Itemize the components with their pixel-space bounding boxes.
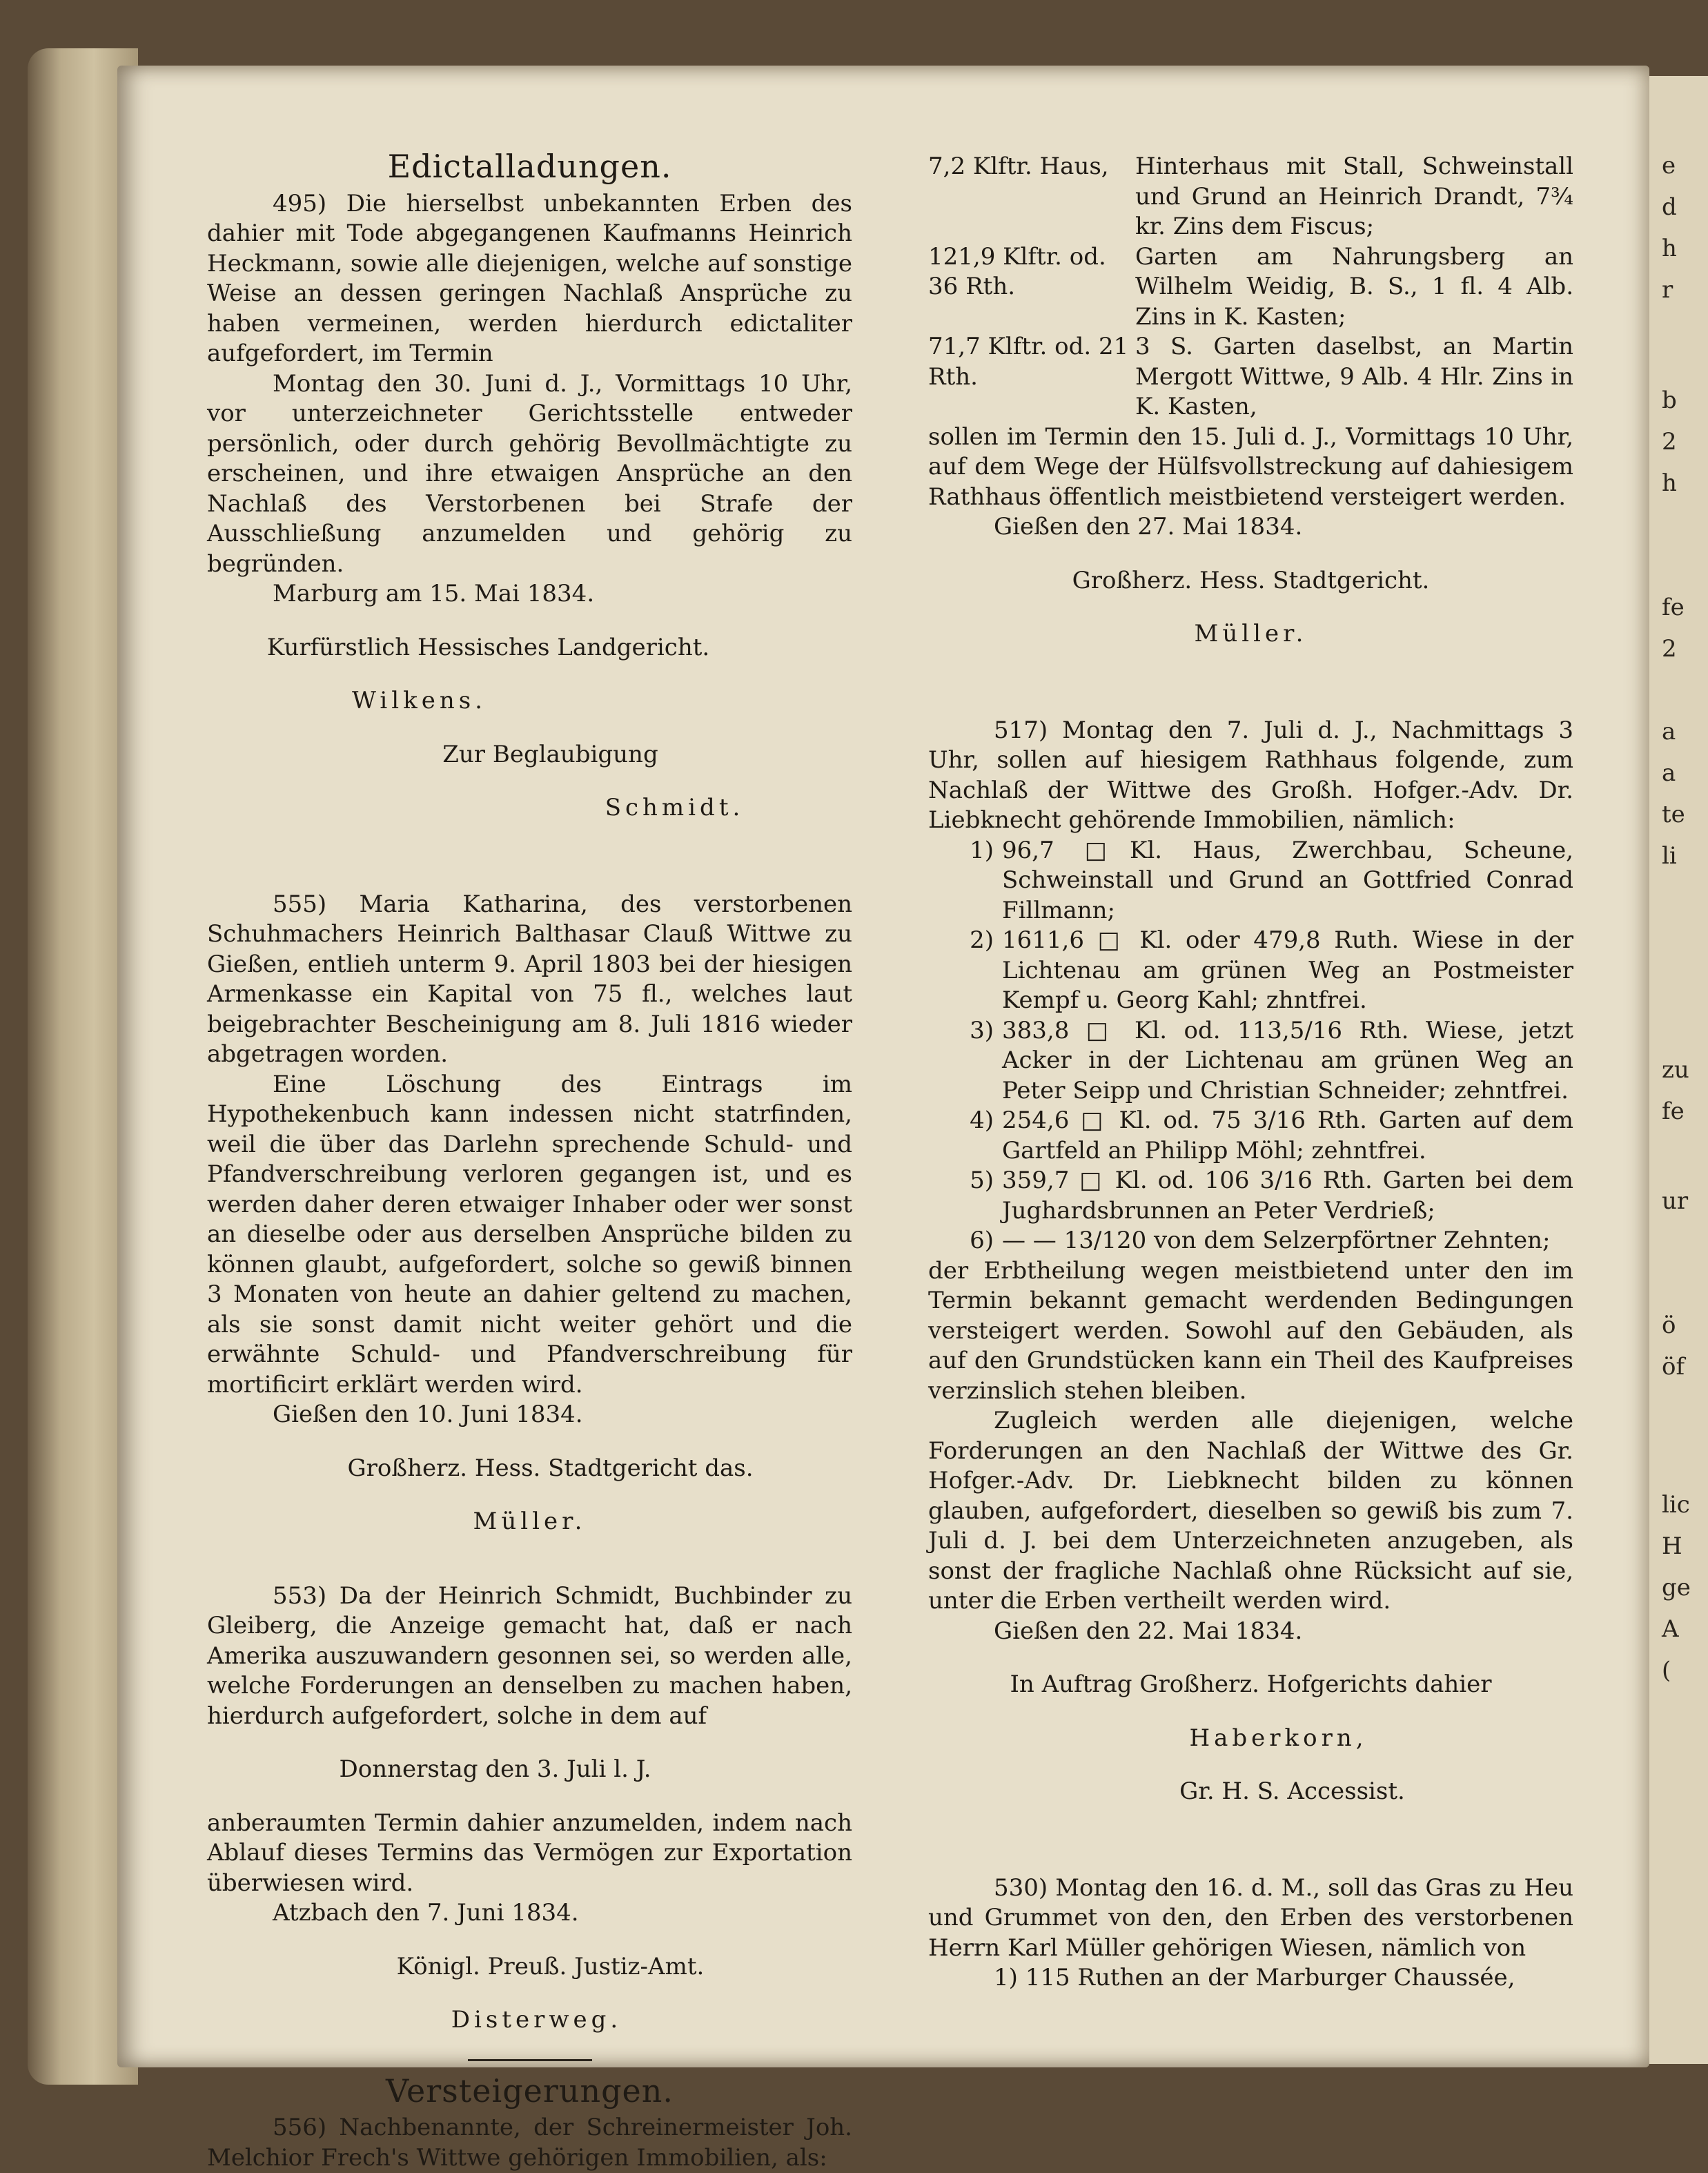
next-page-fragment: öf bbox=[1662, 1353, 1685, 1381]
notice-530-item: 1) 115 Ruthen an der Marburger Chaussée, bbox=[994, 1964, 1515, 1991]
list-item-text: 254,6 □ Kl. od. 75 3/16 Rth. Garten auf dem Gartfeld an Philipp Möhl; zehntfrei. bbox=[1002, 1107, 1573, 1165]
list-item-text: — — 13/120 von dem Selzerpförtner Zehnten; bbox=[1002, 1227, 1551, 1254]
section-heading-auction: Versteigerungen. bbox=[385, 2072, 674, 2109]
next-page-fragment: 2 bbox=[1662, 635, 1677, 663]
notice-530-intro: 530) Montag den 16. d. M., soll das Gras zu Heu und Grummet von den, den Erben des verstorbenen Herrn Karl Müller gehörigen Wiesen, nämlich von bbox=[928, 1873, 1573, 1962]
next-page-fragment: 2 bbox=[1662, 428, 1677, 456]
property-entry-text: Garten am Nahrungsberg an Wilhelm Weidig, B. S., 1 fl. 4 Alb. Zins in K. Kasten; bbox=[1135, 242, 1573, 331]
next-page-edge bbox=[1649, 76, 1708, 2064]
section-heading-edict: Edictalladungen. bbox=[387, 148, 672, 185]
list-item-text: 96,7 □Kl. Haus, Zwerchbau, Scheune, Schweinstall und Grund an Gottfried Conrad Fillmann; bbox=[1002, 836, 1573, 924]
notice-517-intro: 517) Montag den 7. Juli d. J., Nachmittags 3 Uhr, sollen auf hiesigem Rathhaus folgende, zum Nachlaß der Wittwe des Großh. Hofger.-Adv. Dr. Liebknecht gehörende Immobilien, nämlich: bbox=[928, 716, 1573, 834]
next-page-fragment: li bbox=[1662, 842, 1677, 870]
notice-555-text2: Eine Löschung des Eintrags im Hypothekenbuch kann indessen nicht statrfinden, weil die über das Darlehn sprechende Schuld- und Pfandverschreibung verloren gegangen ist, und es werden daher deren etwaiger Inhaber oder wer sonst an dieselbe oder aus derselben Ansprüche bilden zu können glaubt, aufgefordert, solche so gewiß binnen 3 Monaten von heute an dahier geltend zu machen, als sie sonst damit nicht weiter gehört und die erwähnte Schuld- und Pfandverschreibung für mortificirt erklärt werden wird. bbox=[207, 1070, 852, 1399]
next-page-fragment: h bbox=[1662, 469, 1677, 497]
list-item-text: 1611,6 □ Kl. oder 479,8 Ruth. Wiese in der Lichtenau am grünen Weg an Postmeister Kempf u. Georg Kahl; zhntfrei. bbox=[1002, 926, 1573, 1014]
notice-517-title: Gr. H. S. Accessist. bbox=[1179, 1777, 1405, 1805]
notice-495-place-date: Marburg am 15. Mai 1834. bbox=[273, 580, 595, 607]
notice-495-attest-name: Schmidt. bbox=[605, 794, 745, 821]
next-page-fragment: ( bbox=[1662, 1657, 1671, 1684]
property-entry-lead: 7,2 Klftr. Haus, bbox=[928, 153, 1109, 180]
notice-556-intro: 556) Nachbenannte, der Schreinermeister Joh. Melchior Frech's Wittwe gehörigen Immobilien, als: bbox=[207, 2114, 852, 2172]
next-page-fragment: fe bbox=[1662, 594, 1685, 621]
notice-555-text: 555) Maria Katharina, des verstorbenen Schuhmachers Heinrich Balthasar Clauß Wittwe zu Gießen, entlieh unterm 9. April 1803 bei der hiesigen Armenkasse ein Kapital von 75 fl., welches laut beigebrachter Bescheinigung am 8. Juli 1816 wieder abgetragen worden. bbox=[207, 890, 852, 1068]
notice-517-signature: Haberkorn, bbox=[1189, 1724, 1368, 1752]
property-entry bbox=[928, 242, 1573, 333]
notice-556-authority: Großherz. Hess. Stadtgericht. bbox=[1072, 566, 1430, 594]
notice-495-authority: Kurfürstlich Hessisches Landgericht. bbox=[266, 633, 710, 661]
next-page-fragment: H bbox=[1662, 1532, 1682, 1560]
notice-553-text: 553) Da der Heinrich Schmidt, Buchbinder zu Gleiberg, die Anzeige gemacht hat, daß er nach Amerika auszuwandern gesonnen sei, so werden alle, welche Forderungen an denselben zu machen haben, hierdurch aufgefordert, solche in dem auf bbox=[207, 1581, 852, 1730]
notice-556-rest: sollen im Termin den 15. Juli d. J., Vormittags 10 Uhr, auf dem Wege der Hülfsvollstreckung auf dahiesigem Rathhaus öffentlich meistbietend versteigert werden. bbox=[928, 422, 1573, 511]
list-item bbox=[928, 1106, 1573, 1166]
list-item bbox=[928, 1226, 1573, 1256]
next-page-fragment: a bbox=[1662, 718, 1676, 746]
next-page-fragment: h bbox=[1662, 235, 1677, 262]
notice-553-signature: Disterweg. bbox=[451, 2006, 622, 2034]
property-entry-text: 3 S. Garten daselbst, an Martin Mergott Wittwe, 9 Alb. 4 Hlr. Zins in K. Kasten, bbox=[1135, 333, 1573, 420]
notice-553-authority: Königl. Preuß. Justiz-Amt. bbox=[396, 1952, 705, 1980]
list-item bbox=[928, 926, 1573, 1016]
next-page-fragment: e bbox=[1662, 152, 1676, 179]
list-item bbox=[928, 836, 1573, 926]
next-page-fragment: te bbox=[1662, 801, 1685, 828]
property-entry-text: Hinterhaus mit Stall, Schweinstall und Grund an Heinrich Drandt, 7¾ kr. Zins dem Fiscus; bbox=[1135, 153, 1573, 240]
property-entry bbox=[928, 332, 1573, 422]
property-entry-lead: 71,7 Klftr. od. 21 Rth. bbox=[928, 333, 1129, 391]
next-page-fragment: d bbox=[1662, 193, 1677, 221]
next-page-fragment: fe bbox=[1662, 1098, 1685, 1125]
notice-553-text2: anberaumten Termin dahier anzumelden, indem nach Ablauf dieses Termins das Vermögen zur Exportation überwiesen wird. bbox=[207, 1809, 852, 1897]
next-page-fragment: r bbox=[1662, 276, 1673, 304]
notice-495-attest: Zur Beglaubigung bbox=[442, 740, 658, 768]
notice-517-rest2: Zugleich werden alle diejenigen, welche Forderungen an den Nachlaß der Wittwe des Gr. Hofger.-Adv. Dr. Liebknecht bilden zu können glauben, aufgefordert, dieselben so gewiß bis zum 7. Juli d. J. bei dem Unterzeichneten anzugeben, als sonst der fragliche Nachlaß ohne Rücksicht auf sie, unter die Erben vertheilt werden wird. bbox=[928, 1407, 1573, 1615]
notice-555-authority: Großherz. Hess. Stadtgericht das. bbox=[347, 1454, 754, 1482]
next-page-fragment: ur bbox=[1662, 1187, 1689, 1215]
notice-553-date: Donnerstag den 3. Juli l. J. bbox=[339, 1755, 651, 1783]
list-item-number: 4) bbox=[970, 1107, 994, 1134]
list-item-number: 6) bbox=[970, 1227, 994, 1254]
next-page-fragment: b bbox=[1662, 387, 1677, 414]
notice-556-signature: Müller. bbox=[1194, 620, 1308, 647]
list-item bbox=[928, 1016, 1573, 1107]
notice-556-place-date: Gießen den 27. Mai 1834. bbox=[994, 513, 1303, 540]
list-item-number: 5) bbox=[970, 1167, 994, 1194]
section-divider bbox=[468, 2059, 592, 2061]
property-entry bbox=[928, 152, 1573, 242]
next-page-fragment: lic bbox=[1662, 1491, 1690, 1519]
notice-495-date: Montag den 30. Juni d. J., Vormittags 10 Uhr, vor unterzeichneter Gerichtsstelle entweder persönlich, oder durch gehörig Bevollmächtigte zu erscheinen, und ihre etwaigen Ansprüche an den Nachlaß des Verstorbenen bei Strafe der Ausschließung anzumelden und gehörig zu begründen. bbox=[207, 369, 852, 578]
list-item-text: 383,8 □ Kl. od. 113,5/16 Rth. Wiese, jetzt Acker in der Lichtenau am grünen Weg an Peter Seipp und Christian Schneider; zehntfrei. bbox=[1002, 1016, 1573, 1104]
next-page-fragment: A bbox=[1662, 1615, 1679, 1643]
notice-555-signature: Müller. bbox=[473, 1508, 587, 1535]
notice-495-signature: Wilkens. bbox=[352, 687, 487, 714]
next-page-fragment: zu bbox=[1662, 1056, 1689, 1084]
next-page-fragment: a bbox=[1662, 759, 1676, 787]
notice-495-text: 495) Die hierselbst unbekannten Erben des dahier mit Tode abgegangenen Kaufmanns Heinrich Heckmann, sowie alle diejenigen, welche auf sonstige Weise an dessen geringen Nachlaß Ansprüche zu haben vermeinen, werden hierdurch edictaliter aufgefordert, im Termin bbox=[207, 189, 852, 367]
list-item bbox=[928, 1166, 1573, 1226]
left-column bbox=[207, 148, 852, 2173]
notice-517-authority: In Auftrag Großherz. Hofgerichts dahier bbox=[1010, 1670, 1492, 1698]
list-item-number: 2) bbox=[970, 926, 994, 954]
property-entry-lead: 121,9 Klftr. od. 36 Rth. bbox=[928, 242, 1106, 300]
notice-553-place-date: Atzbach den 7. Juni 1834. bbox=[273, 1899, 579, 1927]
notice-517-place-date: Gießen den 22. Mai 1834. bbox=[994, 1617, 1303, 1645]
notice-555-place-date: Gießen den 10. Juni 1834. bbox=[273, 1401, 583, 1428]
list-item-text: 359,7 □ Kl. od. 106 3/16 Rth. Garten bei dem Jughardsbrunnen an Peter Verdrieß; bbox=[1002, 1167, 1573, 1225]
notice-517-rest: der Erbtheilung wegen meistbietend unter den im Termin bekannt gemacht werdenden Bedingungen versteigert werden. Sowohl auf den Gebäuden, als auf den Grundstücken kann ein Theil des Kaufpreises verzinslich stehen bleiben. bbox=[928, 1256, 1573, 1405]
next-page-fragment: ö bbox=[1662, 1312, 1676, 1339]
next-page-fragment: ge bbox=[1662, 1574, 1691, 1601]
list-item-number: 1) bbox=[970, 836, 994, 864]
right-column bbox=[928, 152, 1573, 1994]
list-item-number: 3) bbox=[970, 1016, 994, 1044]
